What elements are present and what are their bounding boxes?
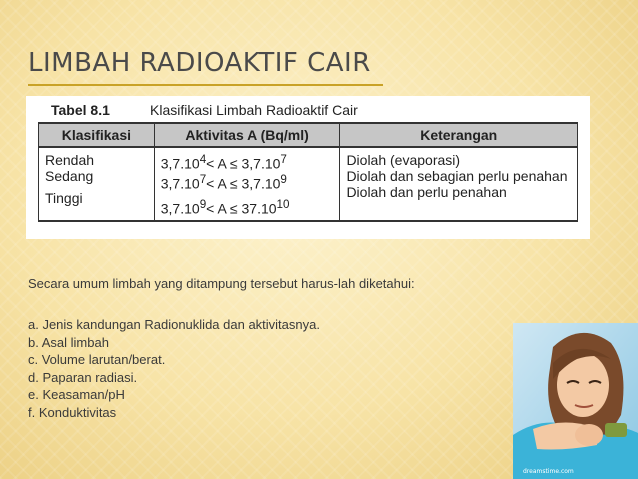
- aktivitas-base: 3,7.10: [160, 200, 200, 217]
- list-item: b. Asal limbah: [28, 334, 109, 350]
- table-caption-text: Klasifikasi Limbah Radioaktif Cair: [150, 102, 358, 118]
- list-item: a. Jenis kandungan Radionuklida dan aktivitasnya.: [28, 317, 320, 332]
- table-figure: [26, 96, 590, 239]
- aktivitas-exponent: 7: [280, 153, 287, 166]
- requirements-list: [28, 316, 320, 422]
- aktivitas-exponent: 10: [276, 198, 290, 212]
- aktivitas-exponent: 4: [199, 153, 207, 166]
- klasifikasi-cell: [39, 147, 155, 221]
- header-aktivitas: Aktivitas A (Bq/ml): [154, 123, 340, 147]
- header-klasifikasi: Klasifikasi: [39, 123, 155, 147]
- aktivitas-base: 3,7.10: [160, 155, 200, 172]
- table-header-row: [39, 123, 578, 147]
- klasifikasi-rendah: Rendah: [45, 152, 95, 168]
- keterangan-rendah: Diolah (evaporasi): [346, 152, 461, 168]
- aktivitas-rendah: [161, 152, 334, 172]
- aktivitas-bound: < A ≤ 3,7.10: [206, 155, 281, 172]
- slide-title: LIMBAH RADIOAKTIF CAIR: [28, 48, 371, 78]
- table-row: [39, 147, 578, 221]
- aktivitas-base: 3,7.10: [160, 175, 200, 192]
- aktivitas-tinggi: [161, 197, 334, 217]
- photo-watermark: dreamstime.com: [523, 468, 574, 475]
- table-caption-number: Tabel 8.1: [51, 102, 110, 118]
- aktivitas-sedang: [161, 172, 334, 192]
- aktivitas-bound: < A ≤ 3,7.10: [206, 175, 281, 192]
- list-item: f. Konduktivitas: [28, 404, 117, 420]
- girl-pointing-photo: [513, 323, 638, 479]
- aktivitas-exponent: 9: [199, 198, 207, 212]
- aktivitas-bound: < A ≤ 37.10: [206, 200, 277, 217]
- aktivitas-cell: [154, 147, 340, 221]
- aktivitas-exponent: 9: [280, 172, 287, 186]
- klasifikasi-tinggi: Tinggi: [45, 190, 83, 206]
- intro-text: Secara umum limbah yang ditampung tersebut harus-lah diketahui:: [28, 276, 415, 291]
- list-item: e. Keasaman/pH: [28, 387, 125, 403]
- keterangan-tinggi: Diolah dan perlu penahan: [346, 184, 507, 200]
- keterangan-sedang: Diolah dan sebagian perlu penahan: [346, 168, 568, 184]
- header-keterangan: Keterangan: [340, 123, 578, 147]
- aktivitas-exponent: 7: [199, 172, 207, 186]
- list-item: d. Paparan radiasi.: [28, 369, 138, 385]
- klasifikasi-sedang: Sedang: [45, 168, 94, 184]
- list-item: c. Volume larutan/berat.: [28, 352, 166, 368]
- keterangan-cell: [340, 147, 578, 221]
- title-underline: [28, 84, 383, 86]
- classification-table: [38, 122, 578, 222]
